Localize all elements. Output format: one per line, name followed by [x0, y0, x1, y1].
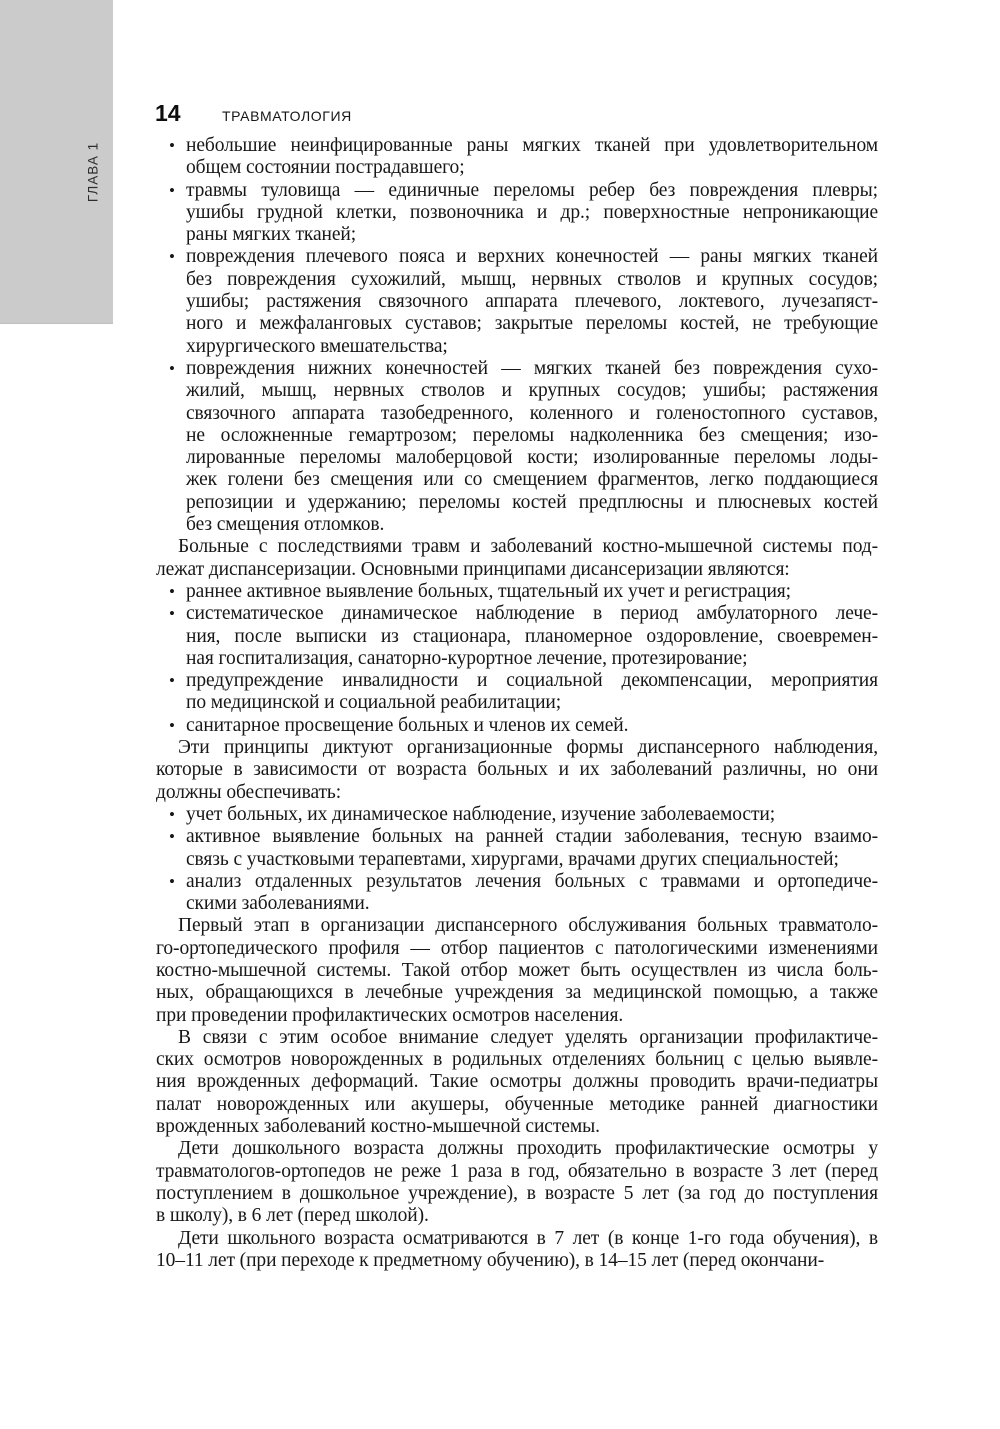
- body-text: [156, 135, 878, 1272]
- text-line: не осложненные гемартрозом; переломы надколенника без смещения; изо-: [186, 424, 878, 446]
- bullet-marker: •: [169, 871, 175, 891]
- text-line: раннее активное выявление больных, тщательный их учет и регистрация;: [186, 580, 791, 602]
- page-number: 14: [155, 100, 181, 126]
- bullet-item: [156, 246, 878, 357]
- bullet-item: [156, 135, 878, 180]
- text-line: ских осмотров новорожденных в родильных отделениях больниц с целью выявле-: [156, 1049, 878, 1071]
- text-line: Дети школьного возраста осматриваются в 7 лет (в конце 1-го года обучения), в: [178, 1227, 878, 1249]
- text-line: которые в зависимости от возраста больных и их заболеваний различны, но они: [156, 759, 878, 781]
- text-line: анализ отдаленных результатов лечения больных с травмами и ортопедиче-: [186, 870, 878, 892]
- bullet-marker: •: [169, 827, 175, 847]
- bullet-item: [156, 603, 878, 670]
- text-line: при проведении профилактических осмотров населения.: [156, 1004, 624, 1026]
- text-line: ушибы грудной клетки, позвоночника и др.; поверхностные непроникающие: [186, 201, 878, 223]
- paragraph: [156, 737, 878, 804]
- text-line: го-ортопедического профиля — отбор пациентов с патологическими изменениями: [156, 937, 878, 959]
- text-line: 10–11 лет (при переходе к предметному обучению), в 14–15 лет (перед окончани-: [156, 1249, 825, 1271]
- paragraph: [156, 915, 878, 1026]
- text-line: связочного аппарата тазобедренного, коленного и голеностопного суставов,: [186, 402, 878, 424]
- bullet-item: [156, 581, 878, 603]
- bullet-marker: •: [169, 715, 175, 735]
- chapter-tab-label: ГЛАВА 1: [85, 141, 101, 203]
- paragraph: [156, 1228, 878, 1273]
- bullet-marker: •: [169, 804, 175, 824]
- text-line: без смещения отломков.: [186, 514, 385, 536]
- text-line: травмы туловища — единичные переломы ребер без повреждения плевры;: [186, 179, 878, 201]
- text-line: ния, после выписки из стационара, планомерное оздоровление, своевремен-: [186, 625, 878, 647]
- text-line: небольшие неинфицированные раны мягких тканей при удовлетворительном: [186, 135, 878, 156]
- bullet-item: [156, 715, 878, 737]
- text-line: лежат диспансеризации. Основными принципами дисансеризации являются:: [156, 558, 790, 580]
- text-line: связь с участковыми терапевтами, хирургами, врачами других специальностей;: [186, 848, 839, 870]
- text-line: костно-мышечной системы. Такой отбор может быть осуществлен из числа боль-: [156, 959, 878, 981]
- bullet-item: [156, 180, 878, 247]
- text-line: без повреждения сухожилий, мышц, нервных стволов и крупных сосудов;: [186, 268, 878, 290]
- text-line: общем состоянии пострадавшего;: [186, 157, 465, 179]
- text-line: жек голени без смещения или со смещением фрагментов, легко поддающиеся: [186, 469, 878, 491]
- text-line: должны обеспечивать:: [156, 781, 342, 803]
- paragraph: [156, 536, 878, 581]
- bullet-item: [156, 826, 878, 871]
- text-line: систематическое динамическое наблюдение в период амбулаторного лече-: [186, 603, 878, 625]
- text-line: ния врожденных деформаций. Такие осмотры должны проводить врачи-педиатры: [156, 1071, 878, 1093]
- text-line: травматологов-ортопедов не реже 1 раза в год, обязательно в возрасте 3 лет (перед: [156, 1160, 878, 1182]
- text-line: хирургического вмешательства;: [186, 335, 448, 357]
- bullet-marker: •: [169, 180, 175, 200]
- text-line: повреждения плечевого пояса и верхних конечностей — раны мягких тканей: [186, 246, 878, 268]
- bullet-marker: •: [169, 358, 175, 378]
- text-line: В связи с этим особое внимание следует уделять организации профилактиче-: [178, 1026, 878, 1048]
- bullet-item: [156, 358, 878, 536]
- paragraph: [156, 1027, 878, 1138]
- text-line: лированные переломы малоберцовой кости; изолированные переломы лоды-: [186, 447, 878, 469]
- text-line: ушибы; растяжения связочного аппарата плечевого, локтевого, лучезапяст-: [186, 291, 878, 313]
- text-line: Больные с последствиями травм и заболеваний костно-мышечной системы под-: [178, 536, 878, 558]
- text-line: поступлением в дошкольное учреждение), в возрасте 5 лет (за год до поступления: [156, 1182, 878, 1204]
- bullet-marker: •: [169, 581, 175, 601]
- paragraph: [156, 1138, 878, 1227]
- bullet-marker: •: [169, 136, 175, 155]
- text-line: жилий, мышц, нервных стволов и крупных сосудов; ушибы; растяжения: [186, 380, 878, 402]
- text-line: палат новорожденных или акушеры, обученные методике ранней диагностики: [156, 1093, 878, 1115]
- text-line: активное выявление больных на ранней стадии заболевания, тесную взаимо-: [186, 826, 878, 848]
- text-line: ного и межфаланговых суставов; закрытые переломы костей, не требующие: [186, 313, 878, 335]
- text-line: Первый этап в организации диспансерного обслуживания больных травматоло-: [178, 915, 878, 937]
- bullet-marker: •: [169, 671, 175, 691]
- text-line: репозиции и удержанию; переломы костей предплюсны и плюсневых костей: [186, 491, 878, 513]
- bullet-marker: •: [169, 247, 175, 267]
- text-line: учет больных, их динамическое наблюдение, изучение заболеваемости;: [186, 803, 776, 825]
- bullet-item: [156, 871, 878, 916]
- text-line: в школу), в 6 лет (перед школой).: [156, 1205, 429, 1227]
- text-line: врожденных заболеваний костно-мышечной системы.: [156, 1116, 600, 1138]
- text-line: санитарное просвещение больных и членов их семей.: [186, 714, 629, 736]
- running-head: ТРАВМАТОЛОГИЯ: [222, 108, 352, 124]
- text-line: ных, обращающихся в лечебные учреждения за медицинской помощью, а также: [156, 982, 878, 1004]
- chapter-tab: [0, 0, 113, 324]
- bullet-item: [156, 670, 878, 715]
- text-line: раны мягких тканей;: [186, 224, 357, 246]
- text-line: Эти принципы диктуют организационные формы диспансерного наблюдения,: [178, 737, 878, 759]
- text-line: ная госпитализация, санаторно-курортное лечение, протезирование;: [186, 647, 748, 669]
- text-line: предупреждение инвалидности и социальной декомпенсации, мероприятия: [186, 670, 878, 692]
- bullet-marker: •: [169, 604, 175, 624]
- text-line: скими заболеваниями.: [186, 893, 370, 915]
- bullet-item: [156, 804, 878, 826]
- text-line: по медицинской и социальной реабилитации;: [186, 692, 562, 714]
- text-line: Дети дошкольного возраста должны проходить профилактические осмотры у: [178, 1138, 878, 1160]
- text-line: повреждения нижних конечностей — мягких тканей без повреждения сухо-: [186, 357, 878, 379]
